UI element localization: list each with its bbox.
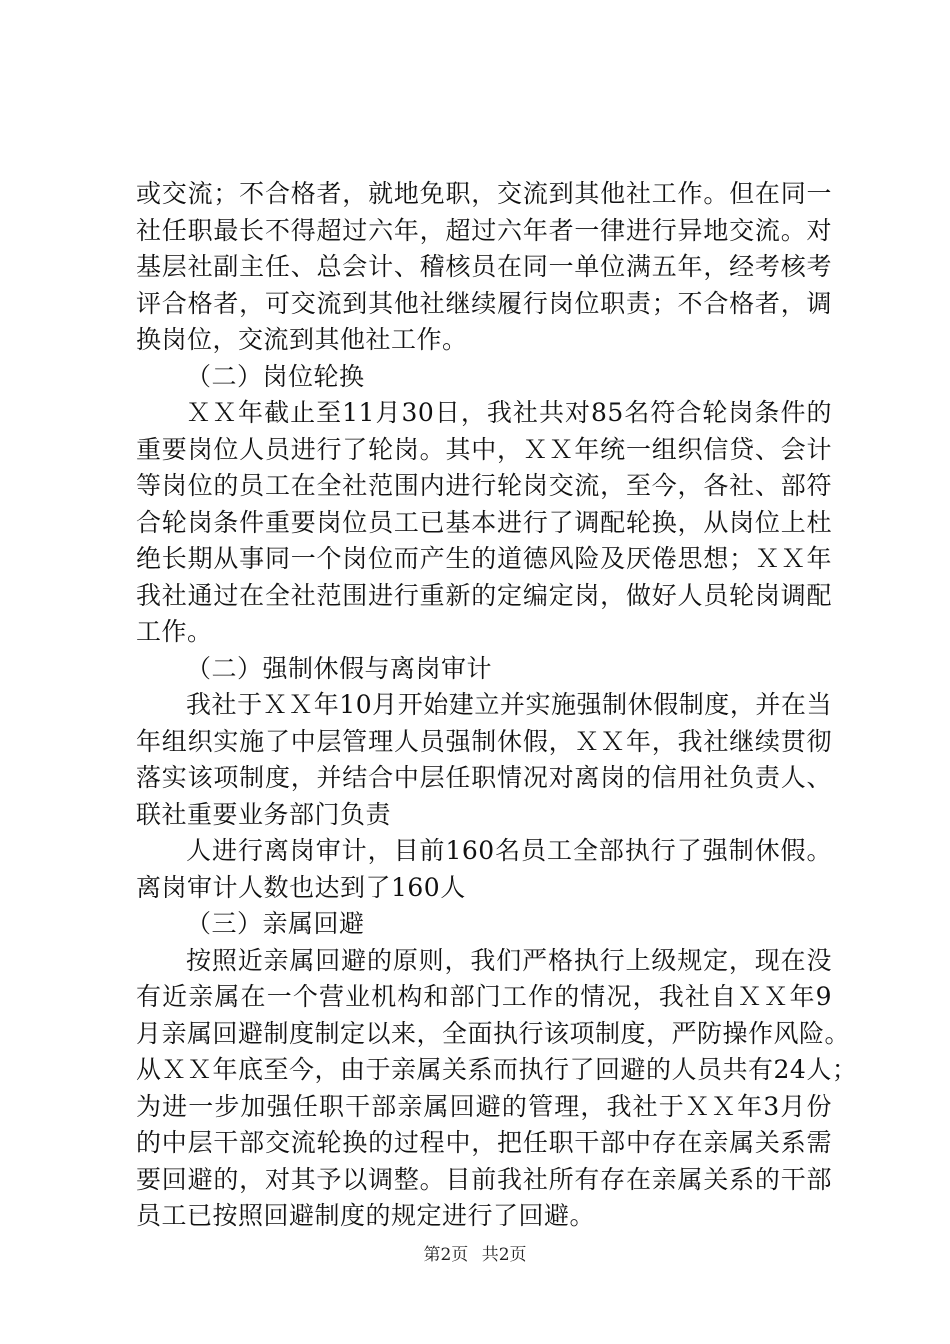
text-line: 人进行离岗审计，目前160名员工全部执行了强制休假。 (186, 836, 832, 865)
text-line: 重要岗位人员进行了轮岗。其中，ＸＸ年统一组织信贷、会计 (136, 434, 832, 464)
text-line: 员工已按照回避制度的规定进行了回避。 (136, 1201, 596, 1230)
text-line: 为进一步加强任职干部亲属回避的管理，我社于ＸＸ年3月份 (136, 1091, 832, 1121)
text-line: 按照近亲属回避的原则，我们严格执行上级规定，现在没 (186, 945, 832, 975)
text-line: 换岗位，交流到其他社工作。 (136, 325, 468, 354)
text-line: 社任职最长不得超过六年，超过六年者一律进行异地交流。对 (136, 215, 832, 245)
text-line: 离岗审计人数也达到了160人 (136, 872, 466, 902)
text-line: 从ＸＸ年底至今，由于亲属关系而执行了回避的人员共有24人； (136, 1055, 858, 1084)
section-heading: （二）强制休假与离岗审计 (186, 653, 493, 683)
text-line: 落实该项制度，并结合中层任职情况对离岗的信用社负责人、 (136, 763, 832, 792)
text-line: 评合格者，可交流到其他社继续履行岗位职责；不合格者，调 (136, 288, 832, 318)
text-line: 的中层干部交流轮换的过程中，把任职干部中存在亲属关系需 (136, 1128, 832, 1157)
document-body (136, 176, 858, 1235)
text-line: 有近亲属在一个营业机构和部门工作的情况，我社自ＸＸ年9 (136, 982, 832, 1011)
text-line: 或交流；不合格者，就地免职，交流到其他社工作。但在同一 (136, 179, 832, 208)
text-line: 月亲属回避制度制定以来，全面执行该项制度，严防操作风险。 (136, 1018, 851, 1048)
text-line: 我社于ＸＸ年10月开始建立并实施强制休假制度，并在当 (186, 690, 832, 719)
page-footer (0, 1244, 950, 1266)
page-total: 共2页 (481, 1245, 527, 1265)
text-line: 要回避的，对其予以调整。目前我社所有存在亲属关系的干部 (136, 1164, 832, 1194)
page-number: 第2页 (423, 1245, 469, 1265)
text-line: 联社重要业务部门负责 (136, 799, 392, 829)
section-heading: （二）岗位轮换 (186, 361, 365, 391)
text-line: 绝长期从事同一个岗位而产生的道德风险及厌倦思想；ＸＸ年 (136, 544, 832, 573)
section-heading: （三）亲属回避 (186, 909, 365, 938)
text-line: ＸＸ年截止至11月30日，我社共对85名符合轮岗条件的 (186, 398, 832, 427)
text-line: 我社通过在全社范围进行重新的定编定岗，做好人员轮岗调配 (136, 580, 832, 610)
text-line: 工作。 (136, 617, 213, 646)
text-line: 基层社副主任、总会计、稽核员在同一单位满五年，经考核考 (136, 252, 832, 281)
text-line: 年组织实施了中层管理人员强制休假，ＸＸ年，我社继续贯彻 (136, 726, 832, 756)
text-line: 合轮岗条件重要岗位员工已基本进行了调配轮换，从岗位上杜 (136, 507, 832, 537)
text-line: 等岗位的员工在全社范围内进行轮岗交流，至今，各社、部符 (136, 471, 832, 500)
